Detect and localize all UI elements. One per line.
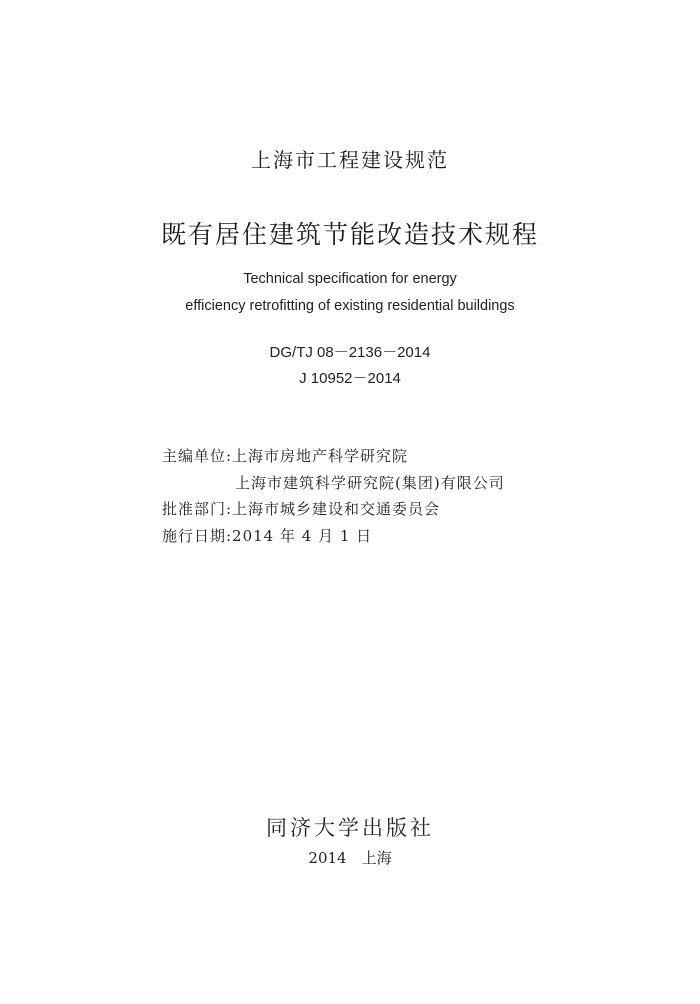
effective-date: 施行日期:2014 年 4 月 1 日 [162,527,373,545]
series-title: 上海市工程建设规范 [251,148,449,172]
editor-unit-secondary: 上海市建筑科学研究院(集团)有限公司 [235,474,505,492]
standard-code: DG/TJ 08－2136－2014 [269,344,431,361]
document-title: 既有居住建筑节能改造技术规程 [160,220,539,249]
english-title-line-2: efficiency retrofitting of existing residential buildings [185,298,515,314]
publisher-year-place: 2014 上海 [308,849,392,867]
record-code: J 10952－2014 [299,370,401,387]
editor-unit: 主编单位:上海市房地产科学研究院 [162,447,409,465]
approval-department: 批准部门:上海市城乡建设和交通委员会 [162,500,441,518]
english-title-line-1: Technical specification for energy [243,271,457,287]
publisher-name: 同济大学出版社 [266,816,434,840]
